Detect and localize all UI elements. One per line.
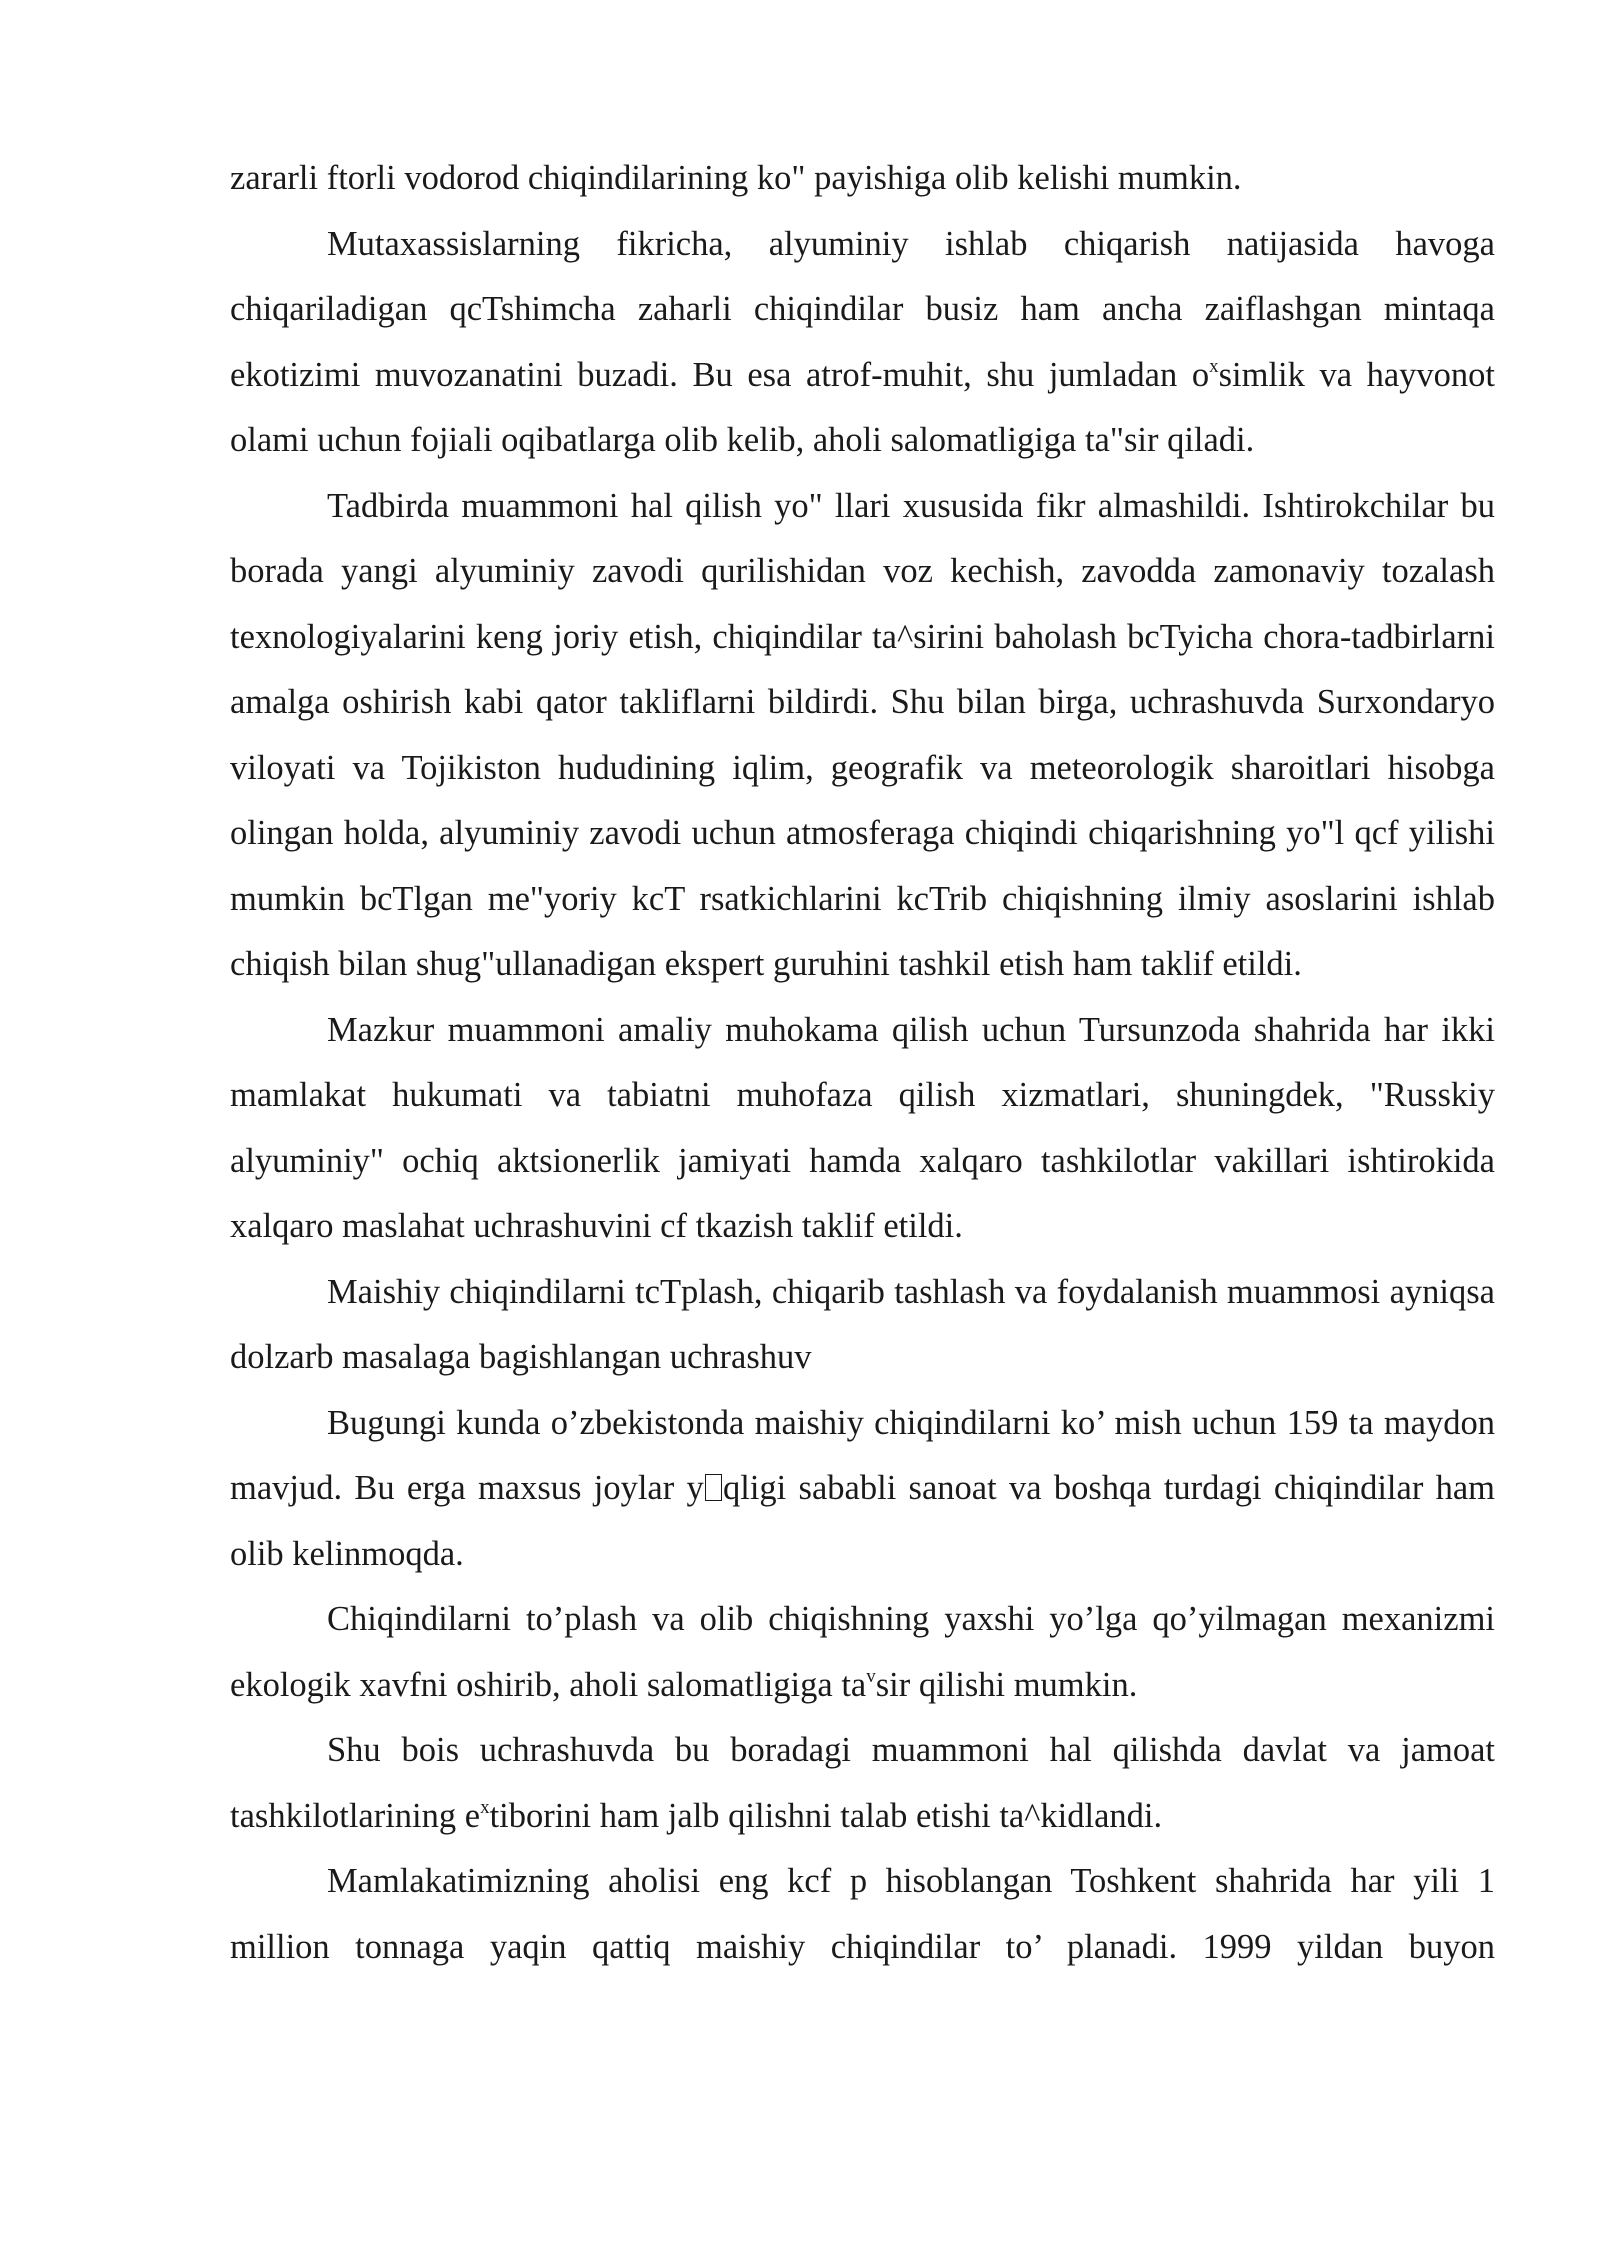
- paragraph-p2: [230, 212, 1495, 474]
- superscript-mark: v: [866, 1665, 876, 1687]
- document-body: [230, 146, 1495, 1980]
- paragraph-p8: [230, 1718, 1495, 1849]
- paragraph-text: Bugungi kunda o’zbekistonda maishiy chiqindilarni ko’ mish uchun 159 ta maydon mavjud. Bu erga maxsus joylar y: [230, 1403, 1495, 1507]
- paragraph-text: qligi sababli sanoat va boshqa turdagi chiqindilar ham olib kelinmoqda.: [230, 1469, 1495, 1573]
- paragraph-p5: [230, 1260, 1495, 1391]
- paragraph-p1: [230, 146, 1495, 212]
- superscript-mark: x: [480, 1796, 490, 1818]
- paragraph-text: Tadbirda muammoni hal qilish yo" llari xususida fikr almashildi. Ishtirokchilar bu borada yangi alyuminiy zavodi qurilishidan voz kechish, zavodda zamonaviy tozalash texnologiyalarini keng joriy etish, chiqindilar ta^sirini baholash bcTyicha chora-tadbirlarni amalga oshirish kabi qator takliflarni bildirdi. Shu bilan birga, uchrashuvda Surxondaryo viloyati va Tojikiston hududining iqlim, geografik va meteorologik sharoitlari hisobga olingan holda, alyuminiy zavodi uchun atmosferaga chiqindi chiqarishning yo"l qcf yilishi mumkin bcTlgan me"yoriy kcT rsatkichlarini kcTrib chiqishning ilmiy asoslarini ishlab chiqish bilan shug"ullanadigan ekspert guruhini tashkil etish ham taklif etildi.: [230, 486, 1495, 983]
- paragraph-text: Mutaxassislarning fikricha, alyuminiy ishlab chiqarish natijasida havoga chiqariladigan qcTshimcha zaharli chiqindilar busiz ham ancha zaiflashgan mintaqa ekotizimi muvozanatini buzadi. Bu esa atrof-muhit, shu jumladan o: [230, 224, 1495, 394]
- paragraph-text: tiborini ham jalb qilishni talab etishi ta^kidlandi.: [489, 1796, 1163, 1835]
- paragraph-text: Mamlakatimizning aholisi eng kcf p hisoblangan Toshkent shahrida har yili 1 million tonnaga yaqin qattiq maishiy chiqindilar to’ planadi. 1999 yildan buyon: [230, 1862, 1495, 1966]
- paragraph-text: zararli ftorli vodorod chiqindilarining ko" payishiga olib kelishi mumkin.: [230, 159, 1242, 197]
- paragraph-text: Mazkur muammoni amaliy muhokama qilish uchun Tursunzoda shahrida har ikki mamlakat hukumati va tabiatni muhofaza qilish xizmatlari, shuningdek, "Russkiy alyuminiy" ochiq aktsionerlik jamiyati hamda xalqaro tashkilotlar vakillari ishtirokida xalqaro maslahat uchrashuvini cf tkazish taklif etildi.: [230, 1010, 1495, 1245]
- paragraph-text: Chiqindilarni to’plash va olib chiqishning yaxshi yo’lga qo’yilmagan mexanizmi ekologik xavfni oshirib, aholi salomatligiga ta: [230, 1600, 1495, 1704]
- superscript-mark: x: [1209, 355, 1219, 377]
- paragraph-text: Maishiy chiqindilarni tcTplash, chiqarib tashlash va foydalanish muammosi ayniqsa dolzarb masalaga bagishlangan uchrashuv: [230, 1272, 1495, 1376]
- paragraph-text: simlik va hayvonot olami uchun fojiali oqibatlarga olib kelib, aholi salomatligiga ta"sir qiladi.: [230, 355, 1496, 459]
- paragraph-p7: [230, 1587, 1495, 1718]
- paragraph-text: Shu bois uchrashuvda bu boradagi muammoni hal qilishda davlat va jamoat tashkilotlarining e: [230, 1731, 1495, 1835]
- paragraph-p9: [230, 1849, 1495, 1980]
- missing-glyph-box: [705, 1474, 722, 1501]
- paragraph-p3: [230, 474, 1495, 998]
- paragraph-p6: [230, 1391, 1495, 1588]
- paragraph-text: sir qilishi mumkin.: [875, 1665, 1138, 1704]
- paragraph-p4: [230, 998, 1495, 1260]
